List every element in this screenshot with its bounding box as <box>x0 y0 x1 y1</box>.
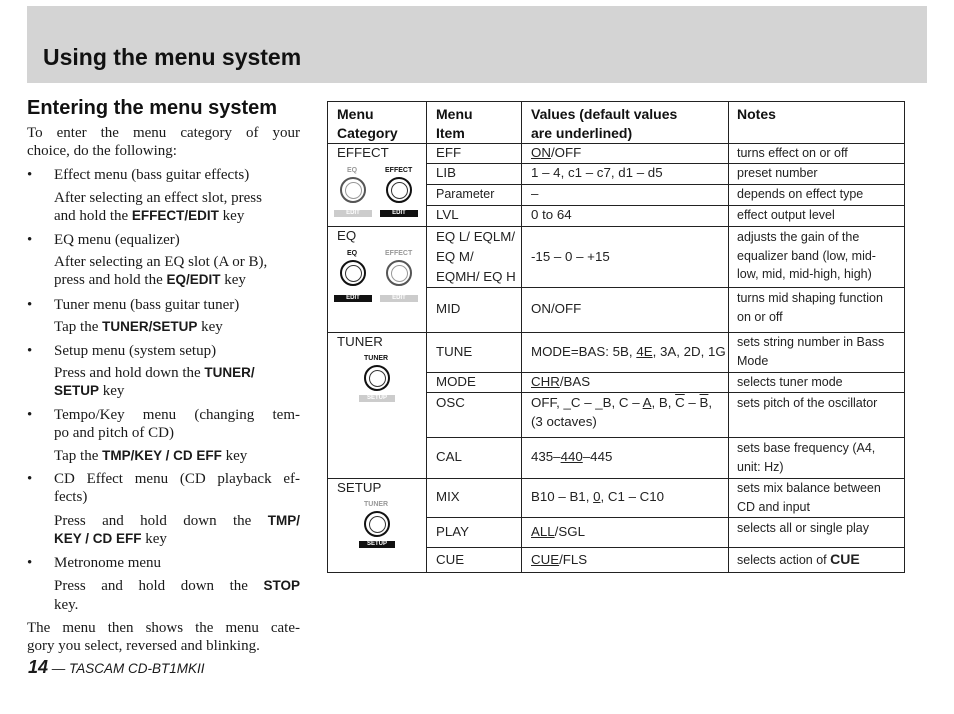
item-metronome-instr-1: Press and hold down the STOP <box>54 578 301 594</box>
page-title: Using the menu system <box>43 44 302 70</box>
item-eq-instr-2: press and hold the EQ/EDIT key <box>54 272 246 288</box>
bullet-mark: • <box>27 471 33 487</box>
page-number: 14 <box>28 657 49 677</box>
category-tuner: TUNER <box>337 334 383 349</box>
eq-knob-icon <box>340 177 366 203</box>
effect-button-label: EFFECT <box>385 250 413 257</box>
bullet-mark: • <box>27 297 33 313</box>
edit-bar-icon: EDIT <box>334 210 372 217</box>
item-tempo-instr: Tap the TMP/KEY / CD EFF key <box>54 448 248 464</box>
value-eff: ON/OFF <box>531 145 582 160</box>
item-lib: LIB <box>436 165 456 180</box>
category-setup: SETUP <box>337 480 382 495</box>
item-play: PLAY <box>436 524 470 539</box>
tuner-knob-icon <box>364 511 390 537</box>
row-divider <box>426 287 904 288</box>
value-parameter: – <box>531 186 539 201</box>
edit-bar-icon: EDIT <box>380 210 418 217</box>
row-divider <box>426 392 904 393</box>
note-lib: preset number <box>737 166 818 180</box>
effect-knob-icon <box>386 260 412 286</box>
setup-bar-icon: SETUP <box>359 541 395 548</box>
note-cal: sets base frequency (A4, unit: Hz) <box>737 441 876 474</box>
bullet-mark: • <box>27 555 33 571</box>
eq-knob-icon <box>340 260 366 286</box>
category-eq: EQ <box>337 228 357 243</box>
note-mid: turns mid shaping function on or off <box>737 291 883 324</box>
item-mix: MIX <box>436 489 460 504</box>
item-tuner-instr: Tap the TUNER/SETUP key <box>54 319 223 335</box>
value-lvl: 0 to 64 <box>531 207 572 222</box>
key-tuner-setup-2: SETUP <box>54 383 100 398</box>
value-play: ALL/SGL <box>531 524 585 539</box>
item-effect-instr-2: and hold the EFFECT/EDIT key <box>54 208 245 224</box>
eq-button-label: EQ <box>347 250 358 257</box>
value-lib: 1 – 4, c1 – c7, d1 – d5 <box>531 165 663 180</box>
item-tuner-title: Tuner menu (bass guitar tuner) <box>54 297 240 313</box>
tuner-knob-icon <box>364 365 390 391</box>
note-mix: sets mix balance between CD and input <box>737 481 881 514</box>
note-osc: sets pitch of the oscillator <box>737 396 878 410</box>
value-mode: CHR/BAS <box>531 374 591 389</box>
key-tuner-setup: TUNER/SETUP <box>102 319 198 334</box>
page-footer <box>28 657 205 678</box>
column-divider <box>728 102 729 572</box>
row-divider <box>426 163 904 164</box>
item-cue: CUE <box>436 552 465 567</box>
bullet-mark: • <box>27 343 33 359</box>
item-eq-title: EQ menu (equalizer) <box>54 232 180 248</box>
key-effect-edit: EFFECT/EDIT <box>131 208 219 223</box>
section-heading: Entering the menu system <box>27 97 278 119</box>
header-values: Values (default values are underlined) <box>531 106 678 141</box>
note-eff: turns effect on or off <box>737 146 848 160</box>
value-cue: CUE/FLS <box>531 552 588 567</box>
note-tune: sets string number in Bass Mode <box>737 335 885 368</box>
item-cal: CAL <box>436 449 462 464</box>
value-cal: 435–440–445 <box>531 449 613 464</box>
key-tuner-setup-1: TUNER/ <box>204 365 255 380</box>
key-tmp-1: TMP/ <box>267 513 300 528</box>
item-cdeffect-title-1: CD Effect menu (CD playback ef- <box>54 471 300 487</box>
intro-line-1: To enter the menu category of your <box>27 125 300 141</box>
key-stop: STOP <box>263 578 301 593</box>
eq-button-label: EQ <box>347 167 358 174</box>
item-mode: MODE <box>436 374 476 389</box>
outro-line-1: The menu then shows the menu cate- <box>27 620 300 636</box>
item-cdeffect-instr-2: KEY / CD EFF key <box>54 531 167 547</box>
intro-line-2: choice, do the following: <box>27 143 177 159</box>
column-divider <box>426 102 427 572</box>
item-metronome-instr-2: key. <box>54 597 79 613</box>
value-osc: OFF, _C – _B, C – A, B, $\overline{C} - \overline{B}$, (3 octaves) <box>531 395 713 429</box>
value-tune: MODE=BAS: 5B, 4E, 3A, 2D, 1G <box>531 344 726 359</box>
setup-bar-icon: SETUP <box>359 395 395 402</box>
item-tempo-title-1: Tempo/Key menu (changing tem- <box>54 407 300 423</box>
item-lvl: LVL <box>436 207 459 222</box>
item-tempo-title-2: po and pitch of CD) <box>54 425 174 441</box>
row-divider <box>426 547 904 548</box>
item-cdeffect-title-2: fects) <box>54 489 88 505</box>
note-lvl: effect output level <box>737 208 835 222</box>
header-menu-category: Menu Category <box>337 106 398 141</box>
row-divider <box>426 437 904 438</box>
note-eq-bands: adjusts the gain of the equalizer band (low, mid- low, mid, mid-high, high) <box>737 230 876 281</box>
item-mid: MID <box>436 301 461 316</box>
item-cdeffect-instr-1: Press and hold down the TMP/ <box>54 513 300 529</box>
item-eff: EFF <box>436 145 462 160</box>
bullet-mark: • <box>27 407 33 423</box>
item-metronome-title: Metronome menu <box>54 555 162 571</box>
item-effect-instr-1: After selecting an effect slot, press <box>54 190 262 206</box>
category-effect: EFFECT <box>337 145 389 160</box>
row-divider <box>426 517 904 518</box>
note-mode: selects tuner mode <box>737 375 843 389</box>
edit-bar-icon: EDIT <box>334 295 372 302</box>
effect-knob-icon <box>386 177 412 203</box>
key-key-cd-eff: KEY / CD EFF <box>54 531 142 546</box>
item-parameter: Parameter <box>436 187 495 201</box>
column-divider <box>521 102 522 572</box>
item-effect-title: Effect menu (bass guitar effects) <box>54 167 250 183</box>
key-cue: CUE <box>830 551 860 567</box>
menu-table <box>327 101 905 573</box>
key-tmp-key-cd-eff: TMP/KEY / CD EFF <box>102 448 222 463</box>
value-mix: B10 – B1, 0, C1 – C10 <box>531 489 665 504</box>
value-mid: ON/OFF <box>531 301 582 316</box>
item-osc: OSC <box>436 395 465 410</box>
item-setup-instr-1: Press and hold down the TUNER/ <box>54 365 255 381</box>
row-divider <box>328 226 904 227</box>
bullet-mark: • <box>27 232 33 248</box>
note-parameter: depends on effect type <box>737 187 864 201</box>
item-setup-title: Setup menu (system setup) <box>54 343 217 359</box>
value-eq-bands: -15 – 0 – +15 <box>531 249 610 264</box>
item-eq-instr-1: After selecting an EQ slot (A or B), <box>54 254 268 270</box>
key-eq-edit: EQ/EDIT <box>166 272 221 287</box>
tuner-button-label: TUNER <box>364 355 389 362</box>
outro-line-2: gory you select, reversed and blinking. <box>27 638 260 654</box>
header-menu-item: Menu Item <box>436 106 473 141</box>
bullet-mark: • <box>27 167 33 183</box>
effect-button-label: EFFECT <box>385 167 413 174</box>
edit-bar-icon: EDIT <box>380 295 418 302</box>
item-tune: TUNE <box>436 344 473 359</box>
footer-brand: — TASCAM CD-BT1MKII <box>48 661 205 676</box>
item-eq-bands: EQ L/ EQLM/ EQ M/ EQMH/ EQ H <box>436 229 516 284</box>
note-cue: selects action of CUE <box>737 551 860 567</box>
note-play: selects all or single play <box>737 521 870 535</box>
header-notes: Notes <box>737 106 776 122</box>
item-setup-instr-2: SETUP key <box>54 383 125 399</box>
tuner-button-label: TUNER <box>364 501 389 508</box>
